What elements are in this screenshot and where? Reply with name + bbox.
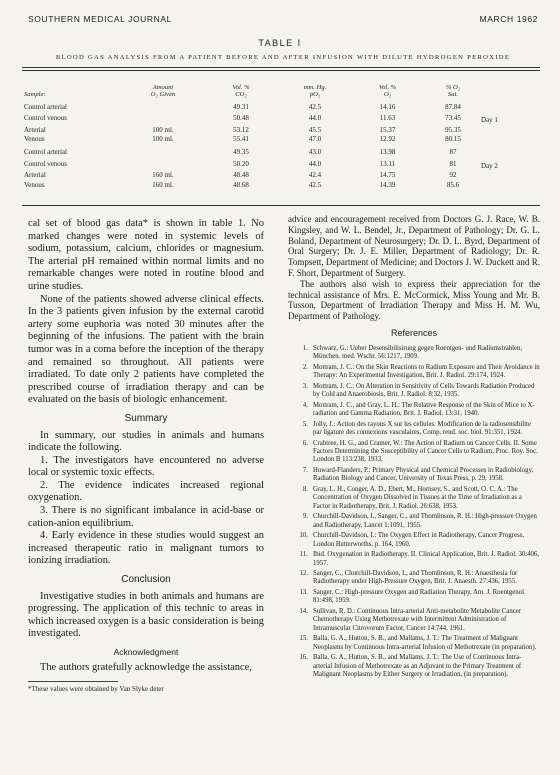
reference-text: Mottram, J. C.: On Alteration in Sensitivity of Cells Towards Radiation Produced by Cold and Anaerobiosis, Brit. J. Radiol. 8:32, 1935. bbox=[313, 382, 535, 399]
reference-number: 2. bbox=[302, 363, 308, 371]
table-row bbox=[24, 158, 538, 171]
reference-text: Sanger, C.: High-pressure Oxygen and Radiation Therapy, Am. J. Roentgenol. 81:498, 1959. bbox=[313, 589, 526, 605]
running-head bbox=[28, 14, 538, 24]
header-po2: mm. Hg. pO₂ bbox=[303, 84, 327, 99]
reference-item bbox=[288, 570, 540, 587]
reference-number: 11. bbox=[299, 551, 308, 559]
reference-text: Sullivan, R. D.: Continuous Intra-arterial Anti-metabolite Metabolite Cancer Chemotherapy Using Methotrexate with Intermittent Administration of Intramuscular Citrovorum Factor, Cancer 14:744, 1961. bbox=[313, 608, 522, 632]
reference-number: 12. bbox=[299, 570, 308, 578]
cell-amount bbox=[124, 148, 202, 157]
reference-item bbox=[288, 345, 540, 362]
reference-item bbox=[288, 608, 540, 633]
table-row bbox=[24, 103, 538, 112]
summary-item: 2. The evidence indicates increased regional oxygenation. bbox=[28, 479, 264, 504]
reference-number: 13. bbox=[299, 589, 308, 597]
reference-number: 5. bbox=[302, 420, 308, 428]
reference-item bbox=[288, 635, 540, 652]
table-bottom-rule bbox=[22, 205, 540, 206]
day-label: Day 1 bbox=[481, 116, 498, 125]
cell-sat: 80.15 bbox=[445, 135, 461, 144]
acknowledgment-continued-2: The authors also wish to express their appreciation for the technical assistance of Mrs. E. McCormick, Miss Young and Mr. B. Tusson, Department of Irradiation Therapy and Miss H. M. Wu, Department of Pathology. bbox=[288, 278, 540, 322]
reference-item bbox=[288, 421, 540, 438]
cell-sample: Arterial bbox=[24, 125, 46, 134]
acknowledgment-text: The authors gratefully acknowledge the assistance, bbox=[40, 661, 252, 673]
footnote-rule bbox=[28, 681, 118, 682]
references-heading: References bbox=[390, 327, 438, 338]
cell-vol: 11.63 bbox=[379, 114, 396, 123]
cell-sat: 92 bbox=[449, 171, 457, 180]
cell-amount bbox=[124, 112, 202, 125]
reference-text: Mottram, J. C.: On the Skin Reactions to Radium Exposure and Their Avoidance in Therapy: An Experimental Investigation, Brit. J. Radiol. 29:174, 1924. bbox=[313, 363, 540, 380]
journal-name: SOUTHERN MEDICAL JOURNAL bbox=[28, 14, 172, 24]
cell-co2: 48.68 bbox=[233, 180, 249, 189]
cell-sample: Control arterial bbox=[24, 102, 67, 111]
body-paragraph: cal set of blood gas data* is shown in table 1. No marked changes were noted in systemic levels of sodium, potassium, calcium, chlorides or magnesium. The arterial pH remained within normal limits and no remarkable changes were noted in routine blood and urine studies. bbox=[28, 218, 264, 292]
summary-item: 4. Early evidence in these studies would suggest an increased therapeutic ratio in malignant tumors to ionizing irradiation. bbox=[28, 530, 264, 567]
reference-text: Schwarz, G.: Ueber Desensibilisirung gegen Roentgen- und Radiumstrahlen, München. med. Wschr. 56:1217, 1909. bbox=[313, 344, 523, 361]
issue-date: MARCH 1962 bbox=[479, 14, 538, 24]
cell-co2: 49.31 bbox=[233, 102, 249, 111]
reference-text: Balla, G. A., Hutton, S. B., and Mallams, J. T.: The Use of Continuous Intra-arterial Infusion of Methotrexate as an Adjuvant to the Primary Treatment of Malignant Neoplasms by Either Surgery or Irradiation, (in preparation). bbox=[313, 654, 522, 679]
day1-rows bbox=[24, 103, 538, 145]
reference-item bbox=[288, 654, 540, 679]
table-row bbox=[24, 148, 538, 157]
cell-co2: 50.20 bbox=[233, 159, 249, 168]
cell-vol: 14.75 bbox=[379, 171, 396, 180]
header-sample: Sample: bbox=[24, 91, 46, 99]
cell-co2: 55.41 bbox=[233, 135, 249, 144]
cell-sat: 87 bbox=[449, 148, 457, 157]
cell-co2: 50.48 bbox=[233, 114, 249, 123]
reference-number: 6. bbox=[302, 439, 308, 447]
summary-item: 3. There is no significant imbalance in acid-base or cation-anion equilibrium. bbox=[28, 505, 264, 529]
cell-amount: 160 ml. bbox=[152, 171, 174, 180]
cell-co2: 48.48 bbox=[233, 171, 249, 180]
day2-rows bbox=[24, 148, 538, 190]
reference-text: Sanger, C., Churchill-Davidson, I., and Thomlinson, R. H.: Anaesthesia for Radiotherapy under High-Pressure Oxygen, Brit. J. Anaesth. 27:436, 1955. bbox=[313, 570, 518, 586]
reference-number: 16. bbox=[299, 654, 308, 662]
table-row bbox=[24, 112, 538, 125]
cell-sat: 95.35 bbox=[445, 125, 461, 134]
reference-item bbox=[288, 440, 540, 465]
summary-heading: Summary bbox=[124, 412, 168, 424]
reference-text: Mottram, J. C., and Gray, L. H.: The Relative Response of the Skin of Mice to X-radiation and Gamma Radiation, Brit. J. Radiol. 13:31, 1940. bbox=[313, 401, 535, 418]
reference-number: 4. bbox=[302, 401, 308, 409]
reference-number: 1. bbox=[302, 344, 308, 352]
footnote: *These values were obtained by Van Slyke deter bbox=[28, 685, 164, 694]
header-sat: % O₂ Sat. bbox=[445, 84, 461, 99]
table-top-rule bbox=[22, 67, 540, 68]
reference-number: 3. bbox=[302, 382, 308, 390]
reference-number: 10. bbox=[299, 532, 308, 540]
cell-po2: 42.5 bbox=[308, 180, 322, 189]
table-title: TABLE I bbox=[258, 38, 302, 48]
cell-amount bbox=[124, 158, 202, 171]
reference-item bbox=[288, 513, 540, 530]
conclusion-text: Investigative studies in both animals and humans are progressing. The application of this technic to areas in which increased oxygen is a basic consideration is being investigated. bbox=[28, 590, 264, 640]
reference-item bbox=[288, 551, 540, 568]
cell-sample: Venous bbox=[24, 180, 45, 189]
cell-vol: 13.11 bbox=[379, 159, 396, 168]
table-row bbox=[24, 135, 538, 144]
header-vol-o2: Vol. % O₂ bbox=[378, 84, 397, 99]
acknowledgment-continued: advice and encouragement received from Doctors G. J. Race, W. B. Kingsley, and W. L. Bendel, Jr., Department of Pathology; Dr. G. L. Boland, Department of Neurosurgery; Dr. D. L. Byrd, Department of Oral Surgery; Dr. J. E. Miller, Department of Radiology; Dr. R. Tompsett, Department of Medicine; and Doctors J. W. Duckett and R. F. Short, Department of Surgery. bbox=[288, 214, 540, 278]
table-caption: BLOOD GAS ANALYSIS FROM A PATIENT BEFORE AND AFTER INFUSION WITH DILUTE HYDROGEN PEROXIDE bbox=[55, 54, 511, 61]
cell-vol: 15.37 bbox=[379, 125, 396, 134]
references-list bbox=[288, 345, 540, 680]
table-top-rule-double bbox=[22, 70, 540, 71]
right-column bbox=[288, 214, 540, 682]
reference-text: Crabtree, H. G., and Cramer, W.: The Action of Radium on Cancer Cells. II. Some Factors Determining the Susceptibility of Cancer Cells to Radium, Proc. Roy. Soc. London B 113:238, 1933. bbox=[313, 439, 538, 464]
body-paragraph: None of the patients showed adverse clinical effects. In the 3 patients given infusion by the external carotid artery some euphoria was noted 30 minutes after the beginning of the infusions. The patient with the brain tumor was in a coma before the inception of the therapy and remained so throughout. All patients were irradiated. To date only 2 patients have completed the prescribed course of irradiation therapy and can be evaluated on the basis of biologic enhancement. bbox=[28, 293, 264, 406]
reference-number: 8. bbox=[302, 485, 308, 493]
cell-vol: 13.98 bbox=[379, 148, 396, 157]
cell-po2: 44.0 bbox=[308, 114, 322, 123]
cell-vol: 14.16 bbox=[379, 102, 396, 111]
summary-item: 1. The investigators have encountered no adverse local or systemic toxic effects. bbox=[28, 454, 264, 479]
reference-text: Churchill-Davidson, I.: The Oxygen Effect in Radiotherapy, Cancer Progress, London Butterworths, p. 164, 1960. bbox=[313, 532, 525, 548]
reference-number: 7. bbox=[302, 466, 308, 474]
cell-sample: Control venous bbox=[24, 114, 67, 123]
cell-sat: 87.84 bbox=[445, 102, 461, 111]
header-co2: Vol. % CO₂ bbox=[232, 84, 250, 99]
cell-co2: 49.35 bbox=[233, 148, 249, 157]
cell-amount: 100 ml. bbox=[152, 125, 174, 134]
reference-item bbox=[288, 486, 540, 511]
header-amount: Amount O₂ Given bbox=[150, 84, 176, 99]
cell-sample: Venous bbox=[24, 135, 45, 144]
cell-sat: 73.45 bbox=[445, 114, 461, 123]
reference-text: Gray, L. H., Conger, A. D., Ebert, M., Hornsey, S., and Scott, O. C. A.: The Concentration of Oxygen Dissolved in Tissues at the Time of Irradiation as a Factor in Radiotherapy, Brit. J. Radiol. 26:638, 1953. bbox=[313, 485, 522, 510]
cell-vol: 14.39 bbox=[379, 180, 396, 189]
reference-number: 15. bbox=[299, 635, 308, 643]
reference-number: 9. bbox=[302, 513, 308, 521]
cell-po2: 43.0 bbox=[308, 148, 322, 157]
table-row bbox=[24, 171, 538, 180]
cell-vol: 12.92 bbox=[379, 135, 396, 144]
reference-text: Ibid. Oxygenation in Radiotherapy. II. Clinical Application, Brit. J. Radiol. 30:406, 1957. bbox=[313, 551, 540, 567]
cell-sat: 81 bbox=[449, 159, 457, 168]
table-row bbox=[24, 181, 538, 190]
cell-sample: Control venous bbox=[24, 159, 67, 168]
left-column bbox=[28, 218, 264, 693]
reference-item bbox=[288, 467, 540, 484]
day-label: Day 2 bbox=[481, 161, 498, 170]
reference-number: 14. bbox=[299, 608, 308, 616]
reference-text: Jolly, J.: Action des rayons X sur les cellules. Modification de la radiosensibilite par ligature des connexions vasculaires, Comp. rend. soc. biol. 91:351, 1924. bbox=[313, 420, 531, 436]
reference-text: Howard-Flanders, P.: Primary Physical and Chemical Processes in Radiobiology, Radiation Biology and Cancer, University of Texas Press, p. 29, 1958. bbox=[313, 466, 534, 483]
cell-po2: 47.0 bbox=[308, 135, 322, 144]
cell-po2: 45.5 bbox=[308, 125, 322, 134]
cell-po2: 42.4 bbox=[308, 171, 322, 180]
cell-amount: 160 ml. bbox=[152, 180, 174, 189]
reference-item bbox=[288, 402, 540, 419]
reference-item bbox=[288, 589, 540, 606]
reference-text: Balla, G. A., Hutton, S. B., and Mallams, J. T.: The Treatment of Malignant Neoplasms by Continuous Intra-arterial Infusion of Methotrexate (in preparation). bbox=[313, 635, 537, 651]
reference-item bbox=[288, 532, 540, 549]
cell-sat: 85.6 bbox=[446, 180, 460, 189]
reference-item bbox=[288, 364, 540, 381]
cell-amount: 100 ml. bbox=[152, 135, 174, 144]
table-row bbox=[24, 126, 538, 135]
reference-text: Churchill-Davidson, I., Sanger, C., and Thomlinson, R. H.: High-pressure Oxygen and Radiotherapy, Lancet 1:1091, 1955. bbox=[313, 513, 537, 529]
blood-gas-table bbox=[24, 84, 538, 190]
cell-po2: 42.5 bbox=[308, 102, 322, 111]
cell-sample: Arterial bbox=[24, 171, 46, 180]
reference-item bbox=[288, 383, 540, 400]
cell-co2: 53.12 bbox=[233, 125, 249, 134]
cell-amount bbox=[124, 103, 202, 112]
cell-sample: Control arterial bbox=[24, 148, 67, 157]
acknowledgment-heading: Acknowledgment bbox=[113, 647, 179, 657]
cell-po2: 44.0 bbox=[308, 159, 322, 168]
summary-intro: In summary, our studies in animals and humans indicate the following. bbox=[28, 429, 264, 454]
conclusion-heading: Conclusion bbox=[121, 574, 171, 586]
table-header-row bbox=[24, 84, 538, 99]
